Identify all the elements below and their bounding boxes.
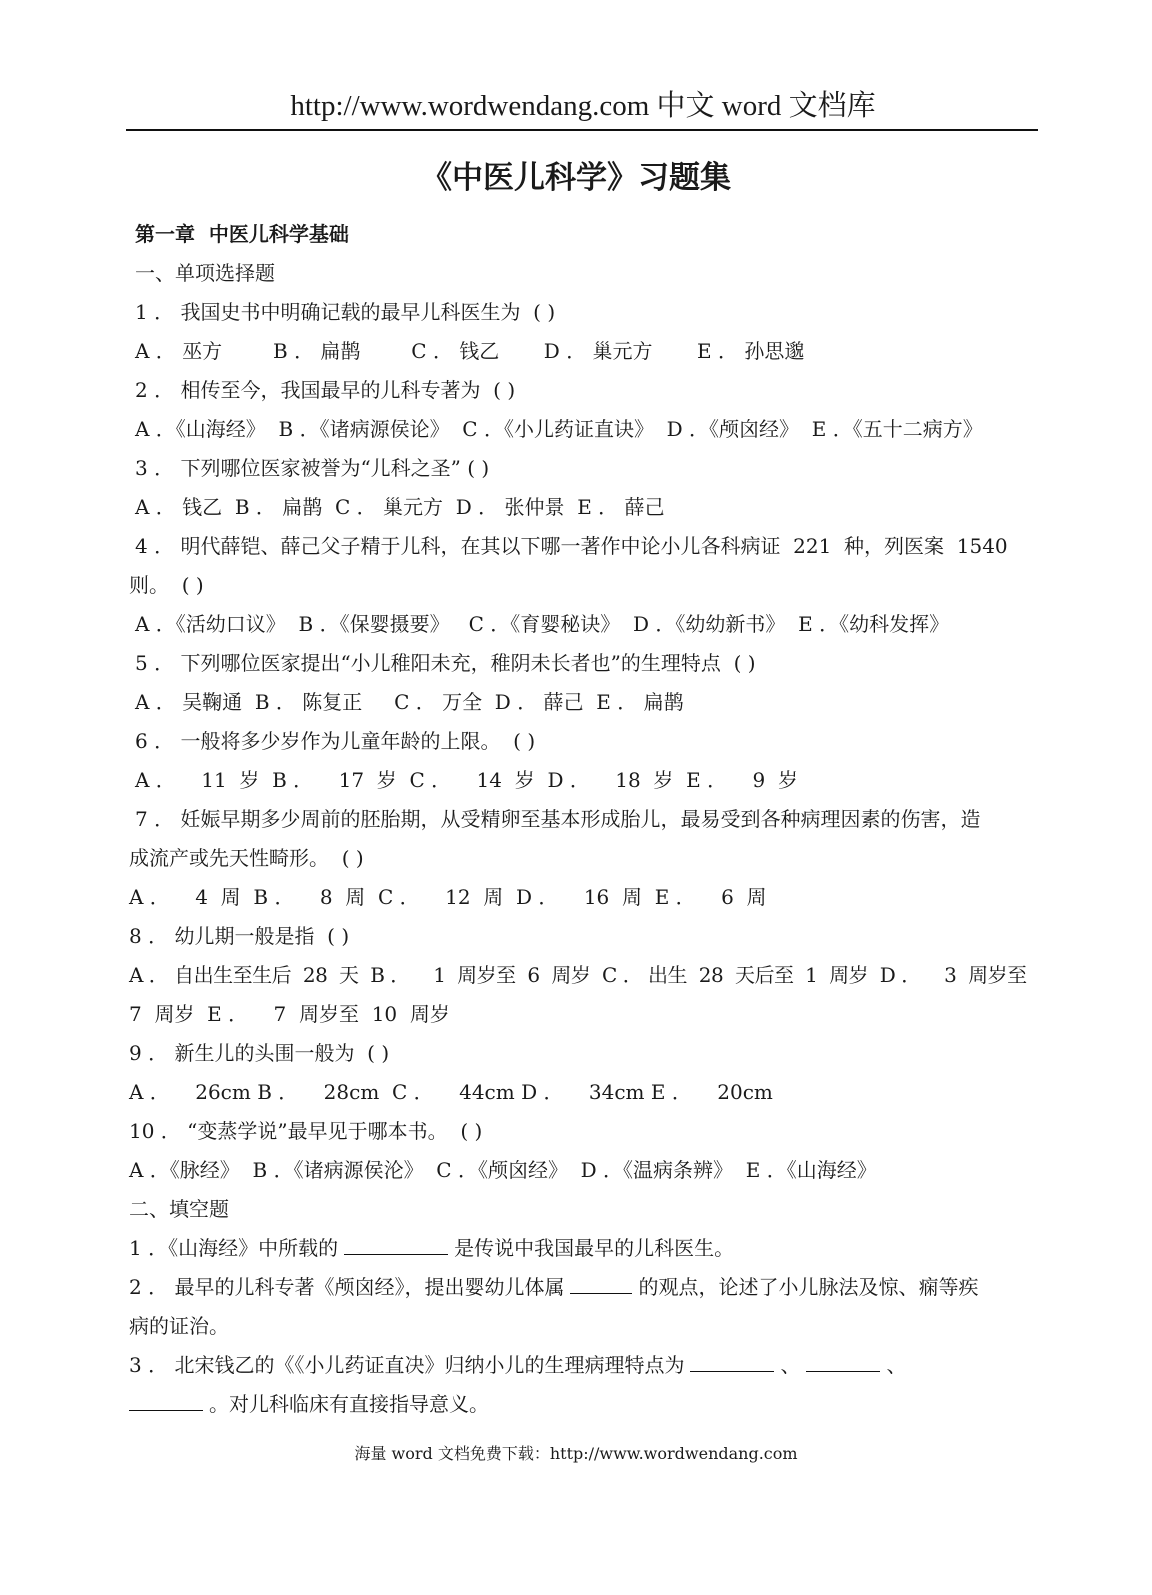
fill-3-line-1 <box>129 1346 1044 1385</box>
question-5: 5 ． 下列哪位医家提出“小儿稚阳未充，稚阴未长者也”的生理特点 ( ) <box>135 651 756 675</box>
fill-3-sep-1: 、 <box>780 1353 801 1377</box>
question-7-line-2: 成流产或先天性畸形。 ( ) <box>129 846 364 870</box>
fill-1-text-a: 1 ．《山海经》中所载的 <box>129 1236 339 1260</box>
fill-2-text-b: 的观点，论述了小儿脉法及惊、痫等疾 <box>638 1275 979 1299</box>
question-7-options: A ． 4 周 B ． 8 周 C ． 12 周 D ． 16 周 E ． 6 周 <box>129 885 767 909</box>
document-title: 《中医儿科学》习题集 <box>421 160 731 196</box>
question-4-line-1: 4 ． 明代薛铠、薛己父子精于儿科，在其以下哪一著作中论小儿各科病证 221 种，列医案 1540 <box>135 534 1008 558</box>
fill-2-line-2: 病的证治。 <box>129 1314 229 1338</box>
question-3: 3 ． 下列哪位医家被誉为“儿科之圣” ( ) <box>135 456 490 480</box>
question-2-options: A ．《山海经》 B ．《诸病源侯论》 C ．《小儿药证直诀》 D ．《颅囟经》 E ．《五十二病方》 <box>135 417 983 441</box>
question-4-line-2: 则。 ( ) <box>129 573 204 597</box>
fill-1 <box>129 1229 1044 1268</box>
fill-2-line-1 <box>129 1268 1044 1307</box>
question-7-line-1: 7 ． 妊娠早期多少周前的胚胎期，从受精卵至基本形成胎儿，最易受到各种病理因素的伤害，造 <box>135 807 981 831</box>
question-4-options: A ．《活幼口议》 B ．《保婴摄要》 C ．《育婴秘诀》 D ．《幼幼新书》 E ．《幼科发挥》 <box>135 612 950 636</box>
question-9-options: A ． 26cm B ． 28cm C ． 44cm D ． 34cm E ． 20cm <box>129 1080 773 1104</box>
header-rule <box>126 129 1038 131</box>
question-8-options-line-1: A ． 自出生至生后 28 天 B ． 1 周岁至 6 周岁 C ． 出生 28 天后至 1 周岁 D ． 3 周岁至 <box>129 963 1027 987</box>
section-heading-fill: 二、填空题 <box>129 1197 229 1221</box>
document-body <box>129 215 1044 1424</box>
fill-2-blank <box>570 1271 632 1294</box>
fill-3-text-a: 3 ． 北宋钱乙的《《小儿药证直决》归纳小儿的生理病理特点为 <box>129 1353 685 1377</box>
question-3-options: A ． 钱乙 B ． 扁鹊 C ． 巢元方 D ． 张仲景 E ． 薛己 <box>135 495 665 519</box>
fill-3-blank-3 <box>129 1388 203 1411</box>
fill-1-blank <box>344 1232 448 1255</box>
fill-3-sep-2: 、 <box>886 1353 907 1377</box>
fill-1-text-b: 是传说中我国最早的儿科医生。 <box>454 1236 735 1260</box>
question-1: 1 ． 我国史书中明确记载的最早儿科医生为 ( ) <box>135 300 556 324</box>
section-heading-choice: 一、单项选择题 <box>135 261 275 285</box>
page-footer: 海量 word 文档免费下载：http://www.wordwendang.com <box>354 1444 798 1463</box>
question-9: 9 ． 新生儿的头围一般为 ( ) <box>129 1041 390 1065</box>
question-6-options: A ． 11 岁 B ． 17 岁 C ． 14 岁 D ． 18 岁 E ． 9 岁 <box>135 768 798 792</box>
page-header: http://www.wordwendang.com 中文 word 文档库 <box>290 90 876 122</box>
question-10-options: A ．《脉经》 B ．《诸病源侯沦》 C ．《颅囟经》 D ．《温病条辨》 E ．《山海经》 <box>129 1158 877 1182</box>
fill-3-line-2 <box>129 1385 1044 1424</box>
question-5-options: A ． 吴鞠通 B ． 陈复正 C ． 万全 D ． 薛己 E ． 扁鹊 <box>135 690 684 714</box>
question-1-options: A ． 巫方 B ． 扁鹊 C ． 钱乙 D ． 巢元方 E ． 孙思邈 <box>135 339 805 363</box>
chapter-heading: 第一章 中医儿科学基础 <box>135 222 349 246</box>
fill-3-blank-1 <box>690 1349 774 1372</box>
question-6: 6 ． 一般将多少岁作为儿童年龄的上限。 ( ) <box>135 729 536 753</box>
fill-3-text-end: 。对儿科临床有直接指导意义。 <box>209 1392 489 1416</box>
fill-2-text-a: 2 ． 最早的儿科专著《颅囟经》，提出婴幼儿体属 <box>129 1275 565 1299</box>
question-2: 2 ． 相传至今，我国最早的儿科专著为 ( ) <box>135 378 516 402</box>
question-8-options-line-2: 7 周岁 E ． 7 周岁至 10 周岁 <box>129 1002 450 1026</box>
fill-3-blank-2 <box>806 1349 880 1372</box>
question-8: 8 ． 幼儿期一般是指 ( ) <box>129 924 350 948</box>
question-10: 10 ． “变蒸学说”最早见于哪本书。 ( ) <box>129 1119 483 1143</box>
